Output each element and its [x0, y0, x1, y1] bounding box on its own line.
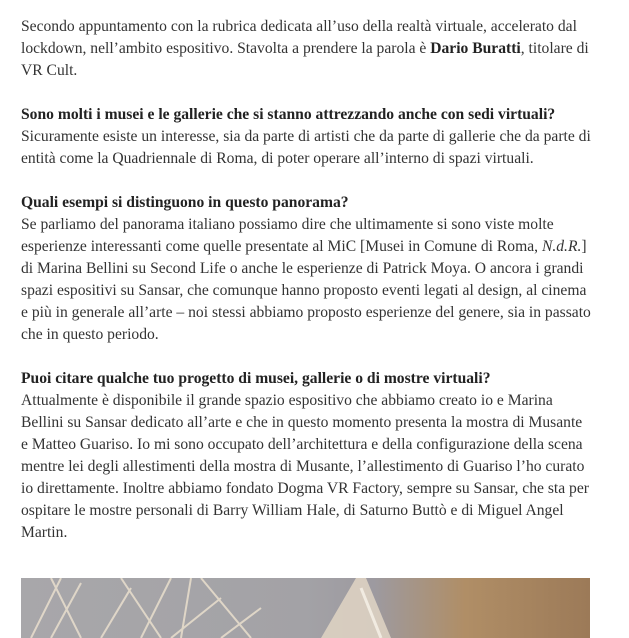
article-image — [21, 578, 590, 638]
question: Quali esempi si distinguono in questo panorama? — [21, 194, 349, 211]
question: Sono molti i musei e le gallerie che si stanno attrezzando anche con sedi virtuali? — [21, 106, 556, 123]
qa-block — [21, 192, 593, 346]
question: Puoi citare qualche tuo progetto di musei, gallerie o di mostre virtuali? — [21, 370, 491, 387]
interviewee-name: Dario Buratti — [430, 40, 521, 57]
qa-block — [21, 368, 593, 544]
virtual-architecture-illustration — [21, 578, 590, 638]
intro-paragraph: Secondo appuntamento con la rubrica dedicata all’uso della realtà virtuale, accelerato dal lockdown, nell’ambito espositivo. Stavolta a prendere la parola è Dario Buratti, titolare di VR Cult. — [21, 18, 589, 79]
qa-block — [21, 104, 593, 170]
answer: Attualmente è disponibile il grande spazio espositivo che abbiamo creato io e Marina Bellini su Sansar dedicato all’arte e che in questo momento presenta la mostra di Musante e Matteo Guariso. Io mi sono occupato dell’architettura e della configurazione della scena mentre lei degli allestimenti della mostra di Musante, l’allestimento di Guariso l’ho curato io direttamente. Inoltre abbiamo fondato Dogma VR Factory, sempre su Sansar, che sta per ospitare le mostre personali di Barry William Hale, di Saturno Buttò e di Miguel Angel Martin. — [21, 392, 589, 541]
answer: Se parliamo del panorama italiano possiamo dire che ultimamente si sono viste molte esperienze interessanti come quelle presentate al MiC [Musei in Comune di Roma, N.d.R.] di Marina Bellini su Second Life o anche le esperienze di Patrick Moya. O ancora i grandi spazi espositivi su Sansar, che comunque hanno proposto eventi legati al design, al cinema e più in generale all’arte – noi stessi abbiamo proposto esperienze del genere, sia in passato che in questo periodo. — [21, 216, 591, 343]
answer: Sicuramente esiste un interesse, sia da parte di artisti che da parte di gallerie che da parte di entità come la Quadriennale di Roma, di poter operare all’interno di spazi virtuali. — [21, 128, 591, 167]
